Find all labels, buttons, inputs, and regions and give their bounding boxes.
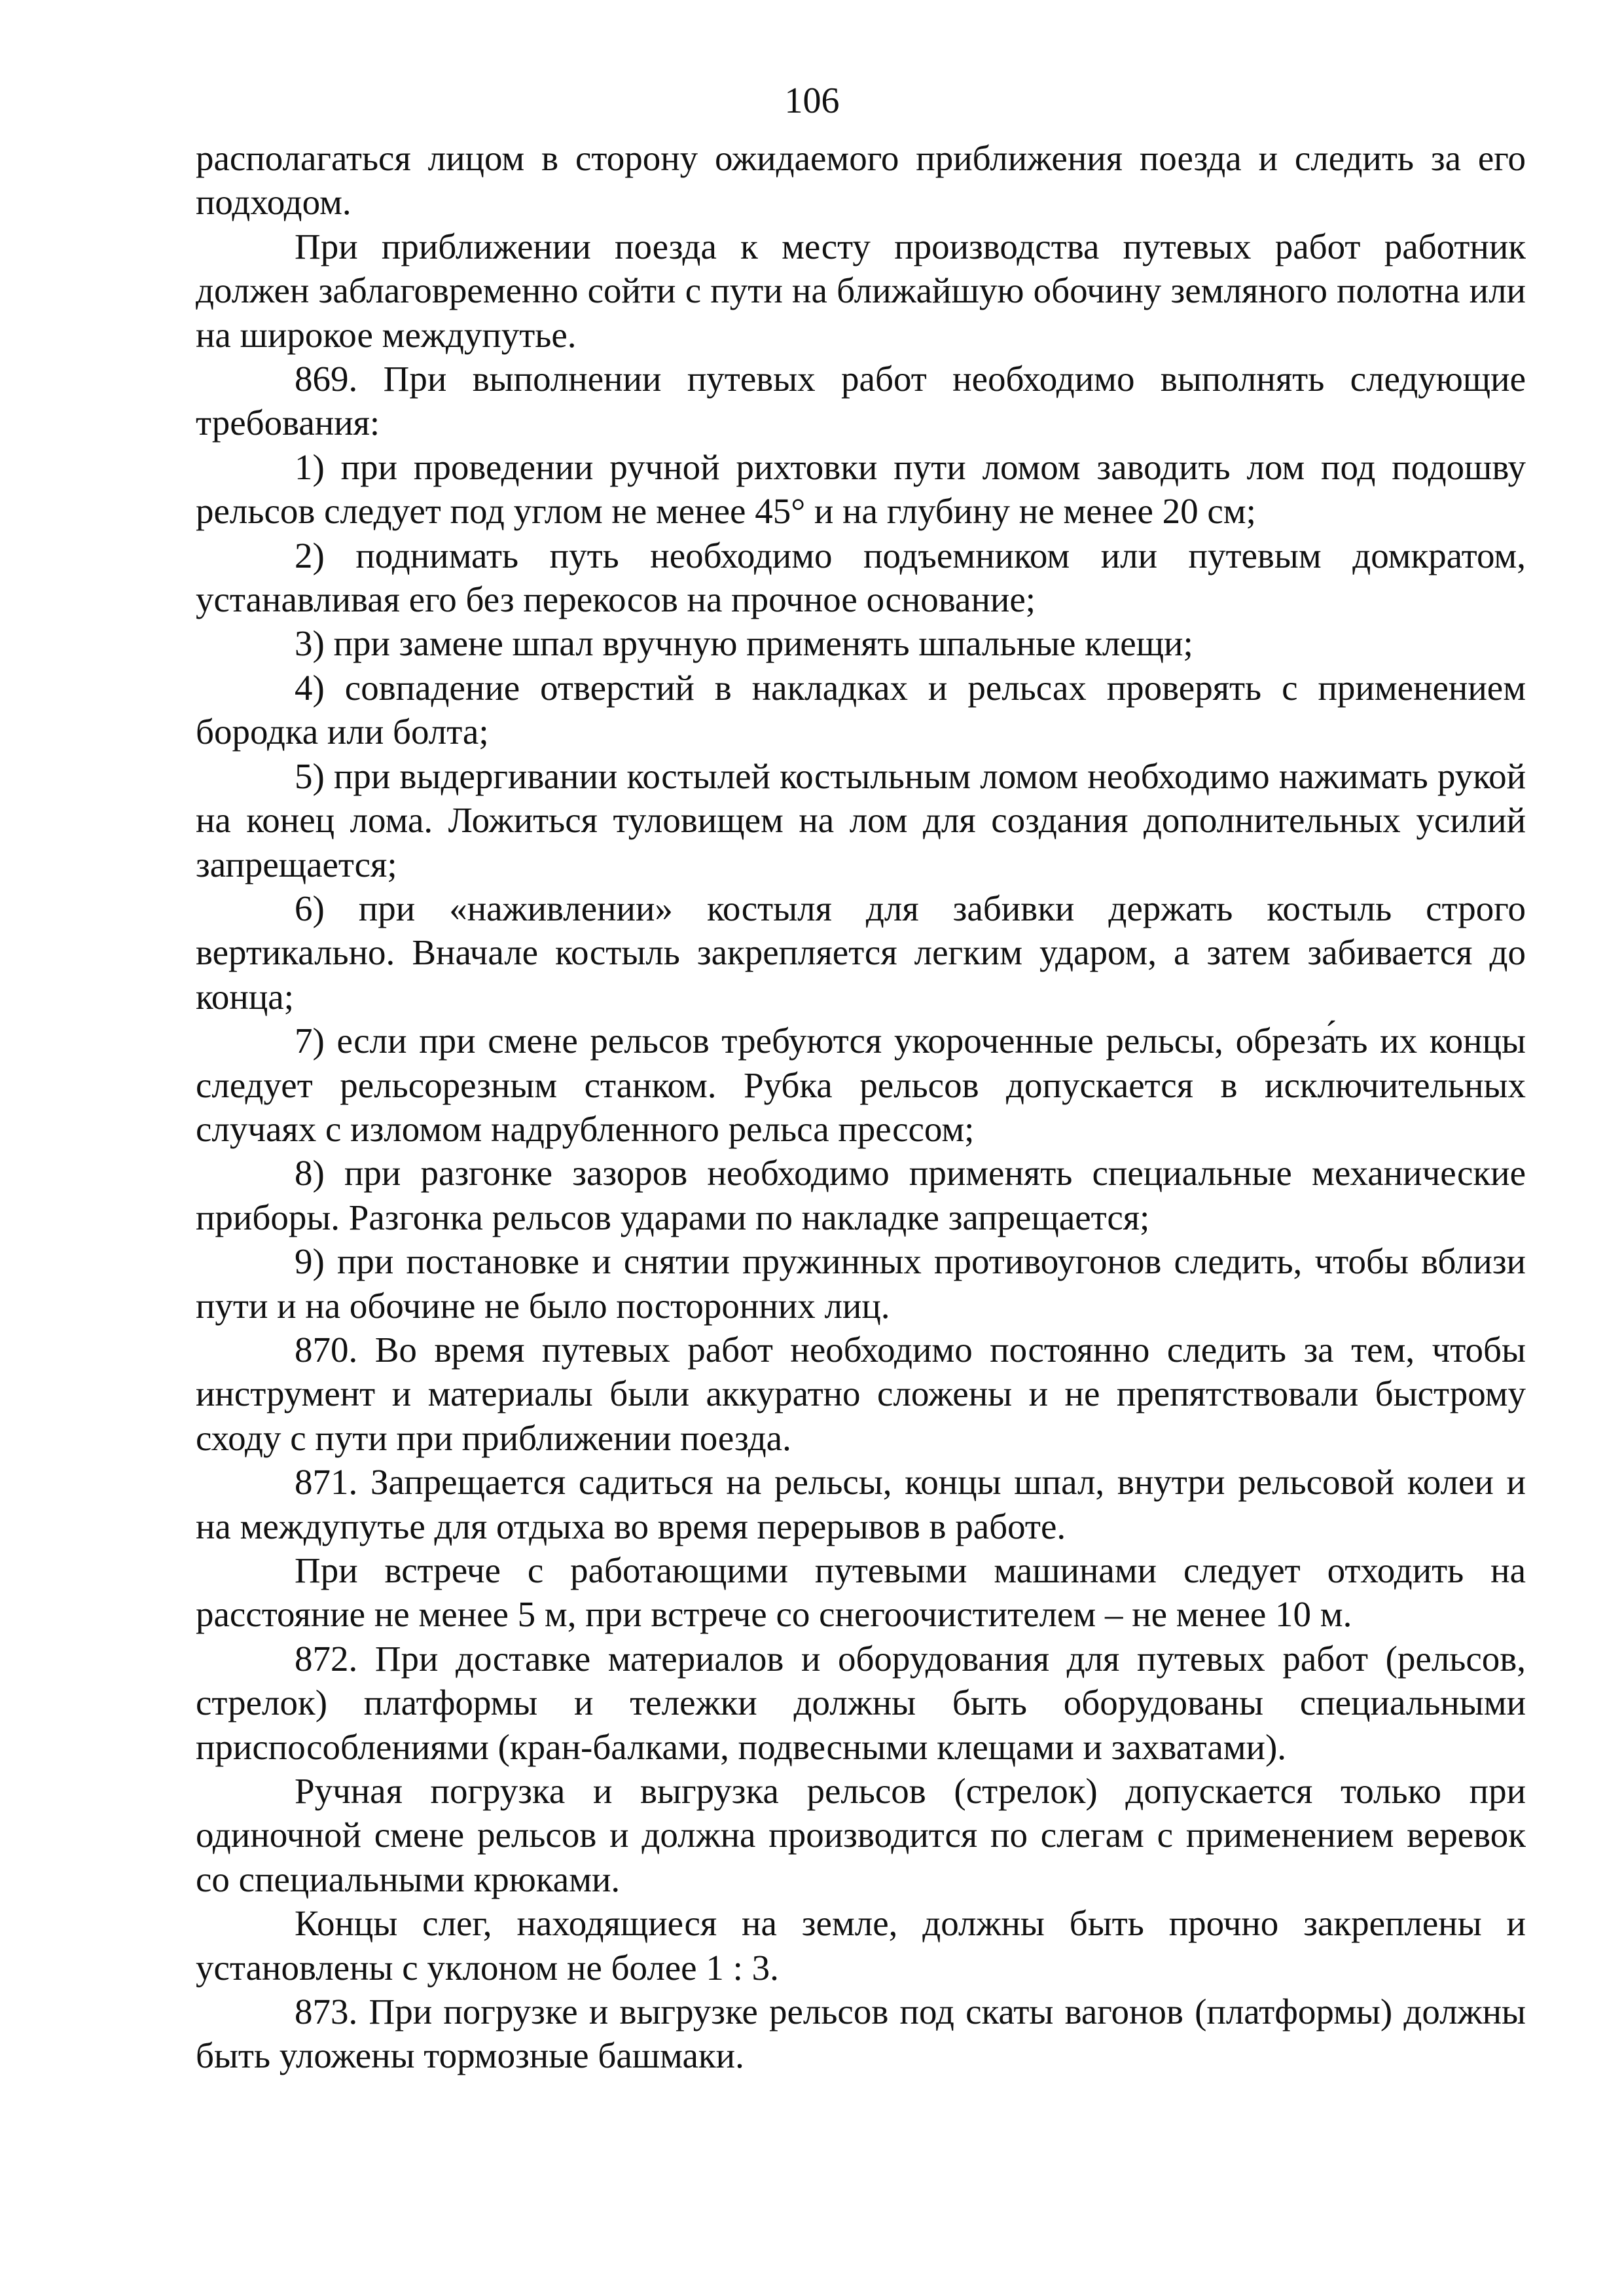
paragraph-continuation: располагаться лицом в сторону ожидаемого приближения поезда и следить за его подходом.	[196, 138, 1526, 223]
list-item-5: 5) при выдергивании костылей костыльным ломом необходимо нажимать рукой на конец лома. Ложиться туловищем на лом для создания дополнительных усилий запрещается;	[196, 756, 1526, 884]
clause-871: 871. Запрещается садиться на рельсы, концы шпал, внутри рельсовой колеи и на междупутье для отдыха во время перерывов в работе.	[196, 1462, 1526, 1546]
list-item-9: 9) при постановке и снятии пружинных противоугонов следить, чтобы вблизи пути и на обочине не было посторонних лиц.	[196, 1241, 1526, 1326]
list-item-1: 1) при проведении ручной рихтовки пути ломом заводить лом под подошву рельсов следует под углом не менее 45° и на глубину не менее 20 см;	[196, 446, 1526, 532]
clause-873: 873. При погрузке и выгрузке рельсов под скаты вагонов (платформы) должны быть уложены тормозные башмаки.	[196, 1992, 1526, 2076]
paragraph: Ручная погрузка и выгрузка рельсов (стрелок) допускается только при одиночной смене рельсов и должна производится по слегам с применением веревок со специальными крюками.	[196, 1771, 1526, 1899]
page-number: 106	[784, 81, 840, 121]
list-item-3: 3) при замене шпал вручную применять шпальные клещи;	[295, 623, 1193, 664]
paragraph: При приближении поезда к месту производства путевых работ работник должен заблаговременно сойти с пути на ближайшую обочину земляного полотна или на широкое междупутье.	[196, 226, 1526, 355]
list-item-7: 7) если при смене рельсов требуются укороченные рельсы, обреза́ть их концы следует рельсорезным станком. Рубка рельсов допускается в исключительных случаях с изломом надрубленного рельса прессом;	[196, 1021, 1526, 1149]
document-body	[196, 136, 1526, 2078]
clause-869: 869. При выполнении путевых работ необходимо выполнять следующие требования:	[196, 359, 1526, 443]
paragraph: Концы слег, находящиеся на земле, должны быть прочно закреплены и установлены с уклоном не более 1 : 3.	[196, 1903, 1526, 1988]
list-item-8: 8) при разгонке зазоров необходимо применять специальные механические приборы. Разгонка рельсов ударами по накладке запрещается;	[196, 1153, 1526, 1237]
clause-872: 872. При доставке материалов и оборудования для путевых работ (рельсов, стрелок) платформы и тележки должны быть оборудованы специальными приспособлениями (кран-балками, подвесными клещами и захватами).	[196, 1638, 1526, 1767]
paragraph: При встрече с работающими путевыми машинами следует отходить на расстояние не менее 5 м, при встрече со снегоочистителем – не менее 10 м.	[196, 1550, 1526, 1635]
clause-870: 870. Во время путевых работ необходимо постоянно следить за тем, чтобы инструмент и материалы были аккуратно сложены и не препятствовали быстрому сходу с пути при приближении поезда.	[196, 1329, 1526, 1458]
list-item-4: 4) совпадение отверстий в накладках и рельсах проверять с применением бородка или болта;	[196, 667, 1526, 752]
list-item-2: 2) поднимать путь необходимо подъемником или путевым домкратом, устанавливая его без перекосов на прочное основание;	[196, 535, 1526, 620]
list-item-6: 6) при «наживлении» костыля для забивки держать костыль строго вертикально. Вначале костыль закрепляется легким ударом, а затем забивается до конца;	[196, 888, 1526, 1017]
